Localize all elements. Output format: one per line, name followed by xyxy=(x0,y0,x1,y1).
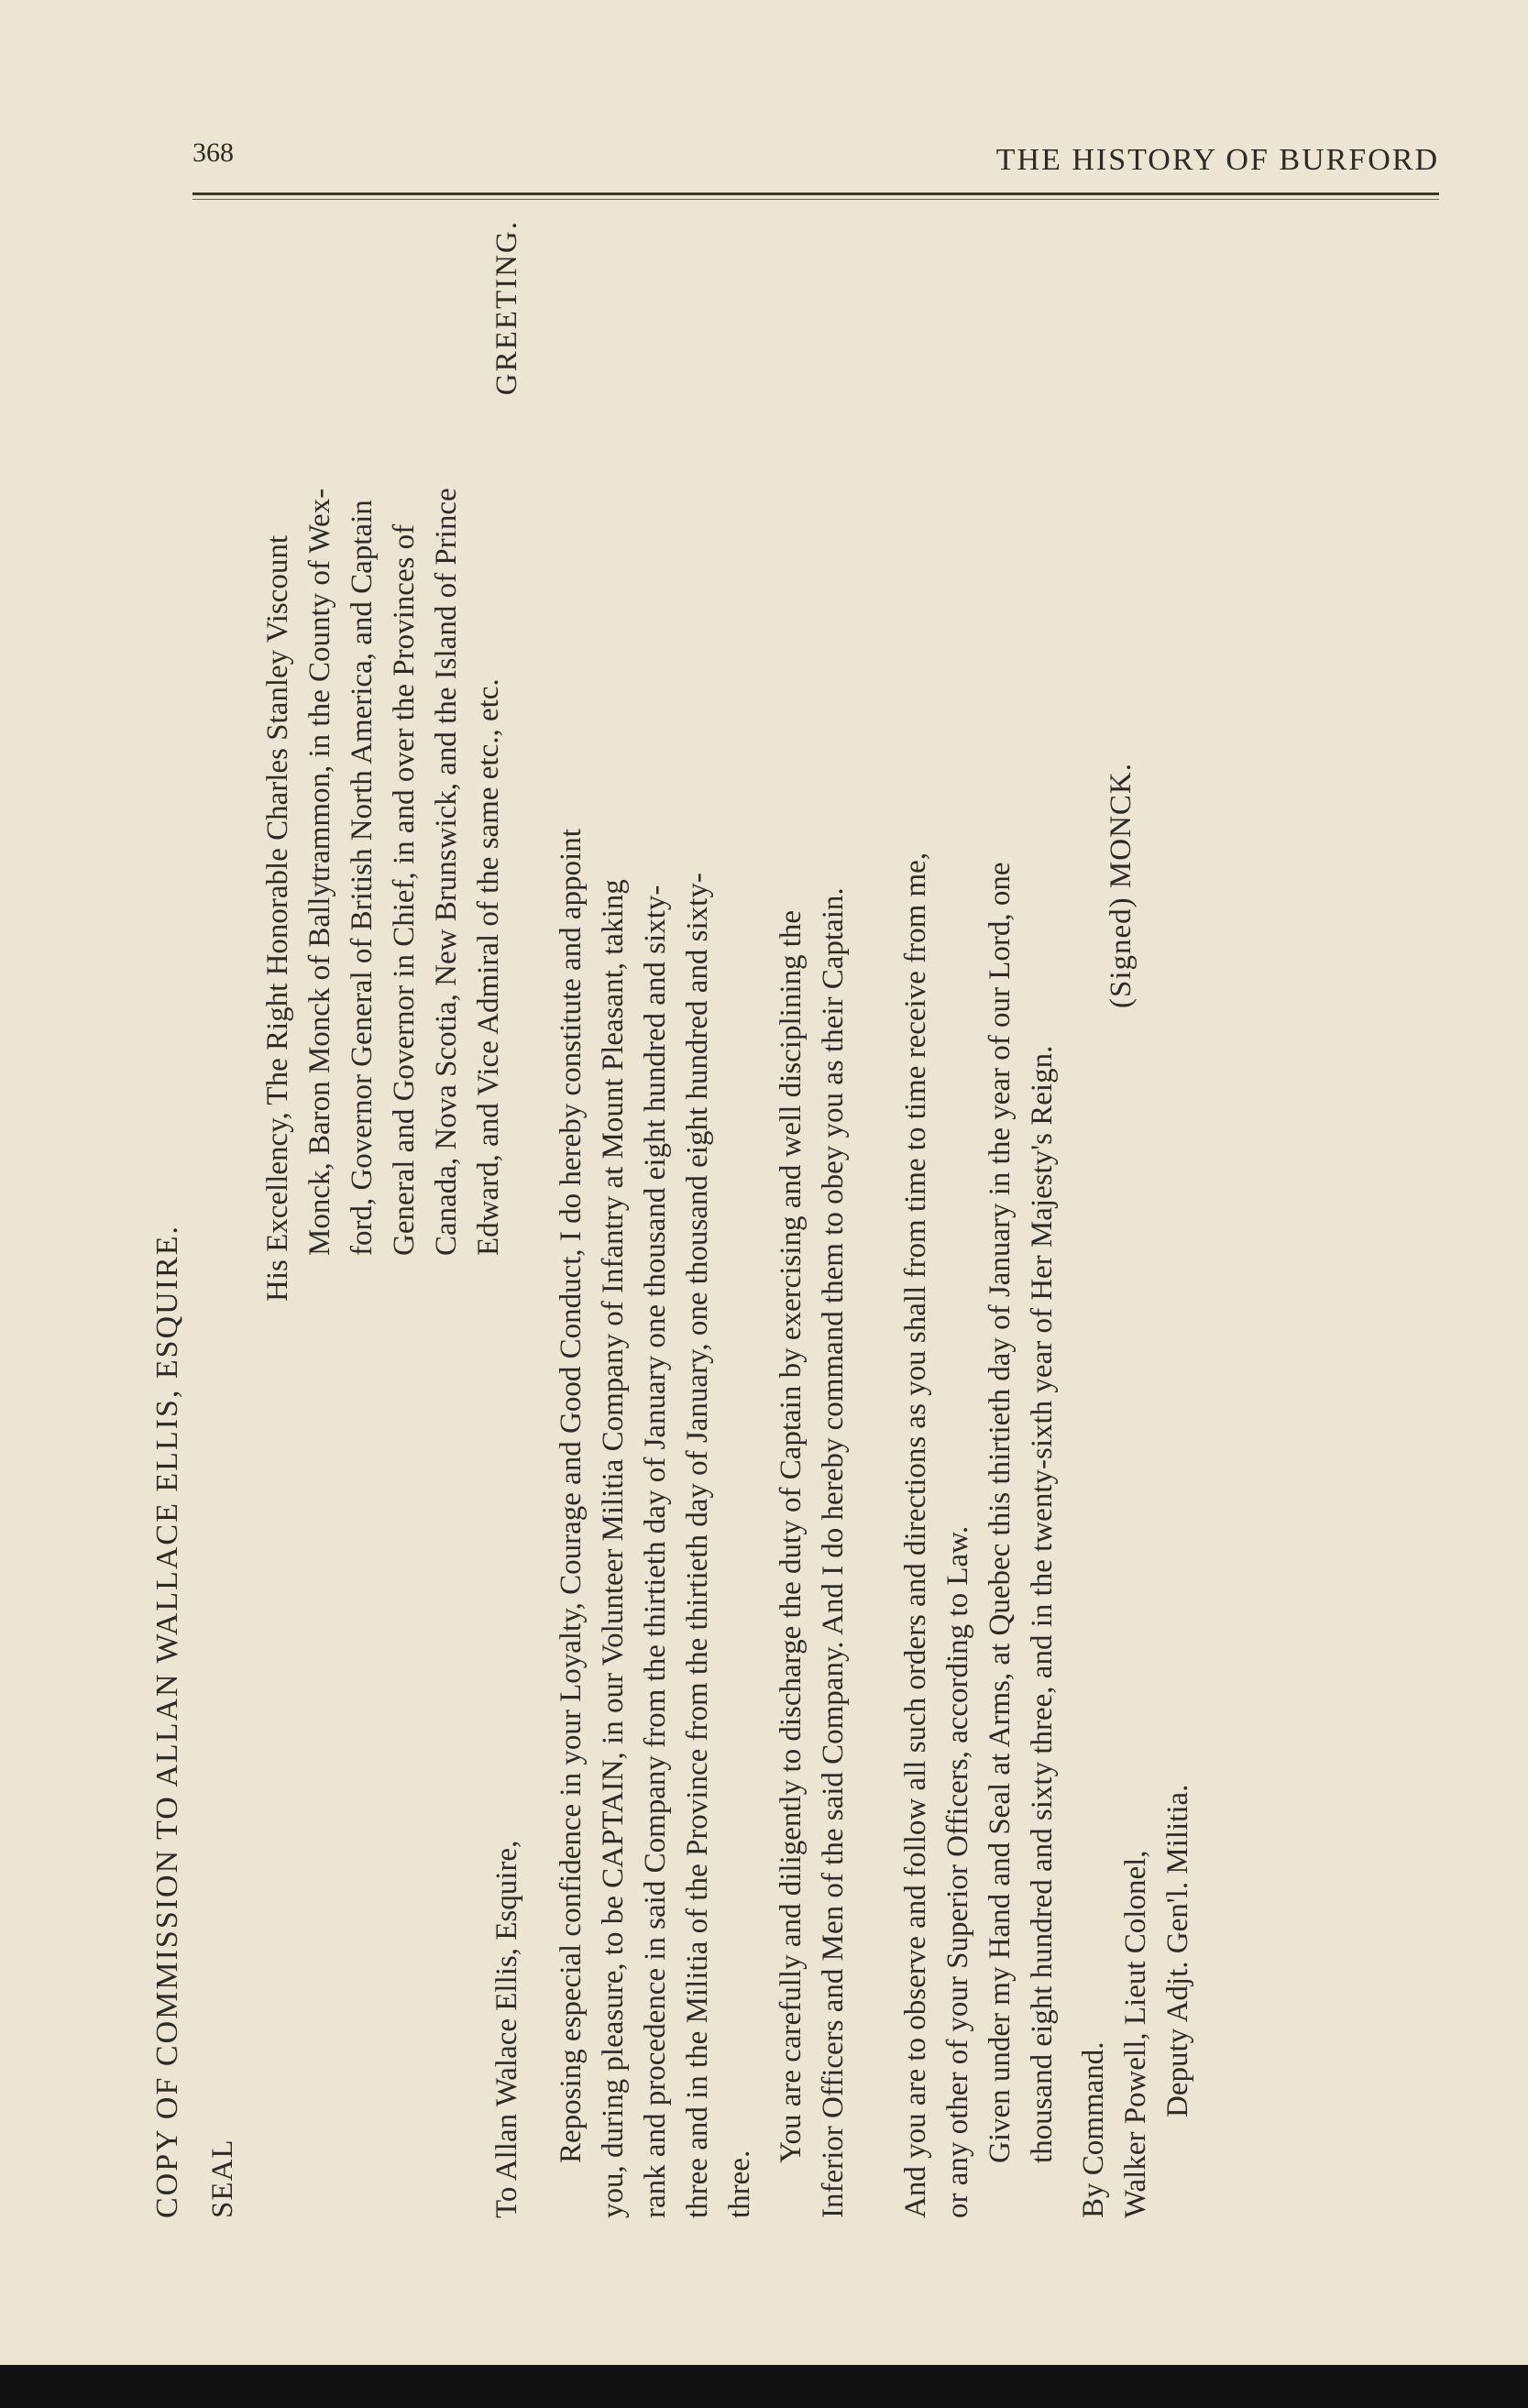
governor-line: ford, Governor General of British North America, and Captain xyxy=(346,500,379,1256)
page-number: 368 xyxy=(192,137,234,168)
text-line: Reposing especial confidence in your Loyalty, Courage and Good Conduct, I do hereby constitute and appoint xyxy=(555,829,588,2163)
signature: (Signed) MONCK. xyxy=(1105,763,1138,1008)
by-command: By Command. xyxy=(1077,2041,1110,2218)
page-edge xyxy=(0,2365,1528,2408)
governor-line: General and Governor in Chief, in and over the Provinces of xyxy=(388,523,421,1256)
paragraph-duties xyxy=(770,220,854,2218)
commission-document xyxy=(147,220,1357,2218)
governor-line: His Excellency, The Right Honorable Charles Stanley Viscount xyxy=(261,535,294,1302)
rotated-commission-block xyxy=(147,220,1357,2218)
governor-line: Canada, Nova Scotia, New Brunswick, and the Island of Prince xyxy=(430,488,463,1256)
running-head xyxy=(192,137,1439,189)
officer-name: Walker Powell, Lieut Colonel, xyxy=(1119,1850,1152,2218)
paragraph-orders xyxy=(895,220,1063,2218)
text-line: thousand eight hundred and sixty three, and in the twenty-sixth year of Her Majesty's Reign. xyxy=(1026,1045,1059,2163)
addressee: To Allan Walace Ellis, Esquire, xyxy=(490,1840,523,2218)
header-rule xyxy=(192,192,1439,195)
text-line: rank and procedence in said Company from the thirtieth day of January one thousand eight hundred and sixty- xyxy=(639,885,672,2218)
text-line: you, during pleasure, to be CAPTAIN, in our Volunteer Militia Company of Infantry at Mount Pleasant, taking xyxy=(597,879,630,2218)
greeting: GREETING. xyxy=(490,220,523,396)
text-line: or any other of your Superior Officers, according to Law. xyxy=(941,1525,974,2218)
governor-line: Monck, Baron Monck of Ballytrammon, in the County of Wex- xyxy=(303,488,336,1256)
text-line: three and in the Militia of the Province from the thirtieth day of January, one thousand eight hundred and sixty- xyxy=(681,873,714,2218)
paragraph-appointment xyxy=(550,220,761,2218)
text-line: three. xyxy=(723,2150,756,2218)
text-line: Inferior Officers and Men of the said Company. And I do hereby command them to obey you as their Captain. xyxy=(817,887,850,2218)
book-title: THE HISTORY OF BURFORD xyxy=(995,143,1439,177)
governor-title-block xyxy=(257,220,510,1302)
text-line: You are carefully and diligently to discharge the duty of Captain by exercising and well disciplining the xyxy=(775,909,808,2163)
header-rule-thin xyxy=(192,199,1439,200)
governor-line: Edward, and Vice Admiral of the same etc., etc. xyxy=(472,678,505,1256)
seal-label: SEAL xyxy=(206,2139,239,2218)
officer-title: Deputy Adjt. Gen'l. Militia. xyxy=(1161,1784,1194,2117)
text-line: Given under my Hand and Seal at Arms, at Quebec this thirtieth day of January in the year of our Lord, one xyxy=(984,862,1017,2163)
text-line: And you are to observe and follow all such orders and directions as you shall from time to time receive from me, xyxy=(899,852,932,2218)
document-title: COPY OF COMMISSION TO ALLAN WALLACE ELLIS, ESQUIRE. xyxy=(150,1225,184,2218)
